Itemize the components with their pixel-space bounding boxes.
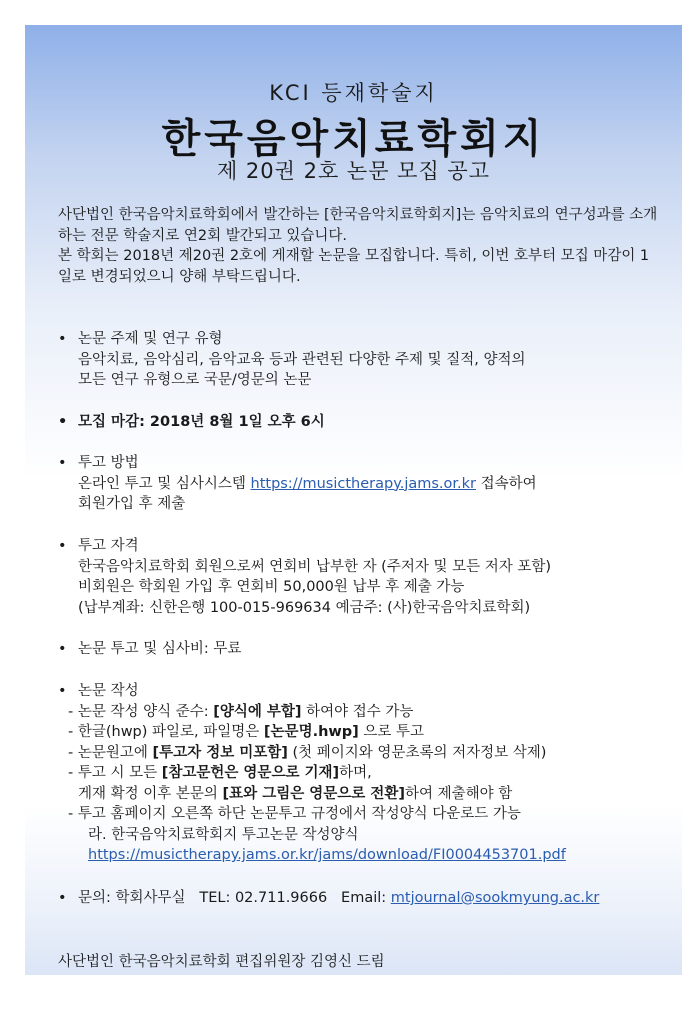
deadline-text: 모집 마감: 2018년 8월 1일 오후 6시 [78, 414, 325, 430]
intro-text [58, 205, 658, 287]
writing-item-4: - 투고 시 모든 [참고문헌은 영문으로 기재]하며, [68, 765, 372, 781]
writing-item-5-cont: 라. 한국음악치료학회지 투고논문 작성양식 [88, 826, 359, 843]
bullet-icon: • [58, 641, 67, 657]
contact-text: 문의: 학회사무실 TEL: 02.711.9666 Email: [78, 890, 391, 906]
notice-title: 제 20권 2호 논문 모집 공고 [216, 159, 491, 183]
topic-title: 논문 주제 및 연구 유형 [78, 331, 223, 347]
qualification-title: 투고 자격 [78, 538, 139, 554]
bullet-icon: • [58, 331, 67, 347]
submission-system-link[interactable]: https://musictherapy.jams.or.kr [250, 475, 477, 492]
method-line-2: 회원가입 후 제출 [78, 496, 186, 512]
journal-title: 한국음악치료학회지 [161, 116, 546, 162]
section-deadline [58, 412, 325, 433]
qualification-line-1: 한국음악치료학회 회원으로써 연회비 납부한 자 (주저자 및 모든 저자 포함) [78, 558, 552, 575]
bullet-icon: • [58, 683, 67, 699]
writing-item-5: - 투고 홈페이지 오른쪽 하단 논문투고 규정에서 작성양식 다운로드 가능 [68, 806, 521, 822]
writing-item-3: - 논문원고에 [투고자 정보 미포함] (첫 페이지와 영문초록의 저자정보 삭제) [68, 744, 547, 761]
signature: 사단법인 한국음악치료학회 편집위원장 김영신 드림 [58, 954, 385, 970]
template-download-link[interactable]: https://musictherapy.jams.or.kr/jams/download/FI0004453701.pdf [88, 847, 566, 863]
qualification-line-2: 비회원은 학회원 가입 후 연회비 50,000원 납부 후 제출 가능 [78, 579, 465, 595]
contact-email-link[interactable]: mtjournal@sookmyung.ac.kr [390, 890, 600, 906]
method-post: 접속하여 [476, 475, 537, 492]
section-method [58, 453, 537, 515]
writing-item-4-cont: 게재 확정 이후 본문의 [표와 그림은 영문으로 전환]하여 제출해야 함 [78, 785, 513, 802]
bullet-icon: • [58, 538, 67, 554]
section-writing [58, 681, 566, 866]
bullet-icon: • [58, 890, 67, 906]
bullet-icon: • [58, 455, 67, 471]
kci-label: KCI 등재학술지 [269, 81, 438, 105]
bullet-icon: • [58, 414, 68, 430]
section-qualification [58, 536, 551, 618]
notice-sheet [25, 25, 682, 975]
method-pre: 온라인 투고 및 심사시스템 [78, 475, 251, 492]
method-title: 투고 방법 [78, 455, 139, 471]
topic-line-2: 모든 연구 유형으로 국문/영문의 논문 [78, 372, 312, 388]
qualification-line-3: (납부계좌: 신한은행 100-015-969634 예금주: (사)한국음악치료학회) [78, 599, 531, 616]
section-topic [58, 329, 526, 391]
intro-paragraph-2: 본 학회는 2018년 제20권 2호에 게재할 논문을 모집합니다. 특히, 이번 호부터 모집 마감이 1일로 변경되었으니 양해 부탁드립니다. [58, 248, 650, 285]
section-fee [58, 639, 241, 660]
writing-item-1: - 논문 작성 양식 준수: [양식에 부합] 하여야 접수 가능 [68, 703, 414, 720]
intro-paragraph-1: 사단법인 한국음악치료학회에서 발간하는 [한국음악치료학회지]는 음악치료의 연구성과를 소개하는 전문 학술지로 연2회 발간되고 있습니다. [58, 207, 658, 244]
topic-line-1: 음악치료, 음악심리, 음악교육 등과 관련된 다양한 주제 및 질적, 양적의 [78, 351, 526, 368]
fee-text: 논문 투고 및 심사비: 무료 [78, 641, 242, 657]
writing-item-2: - 한글(hwp) 파일로, 파일명은 [논문명.hwp] 으로 투고 [68, 724, 425, 740]
writing-title: 논문 작성 [78, 683, 139, 699]
section-contact [58, 888, 599, 909]
